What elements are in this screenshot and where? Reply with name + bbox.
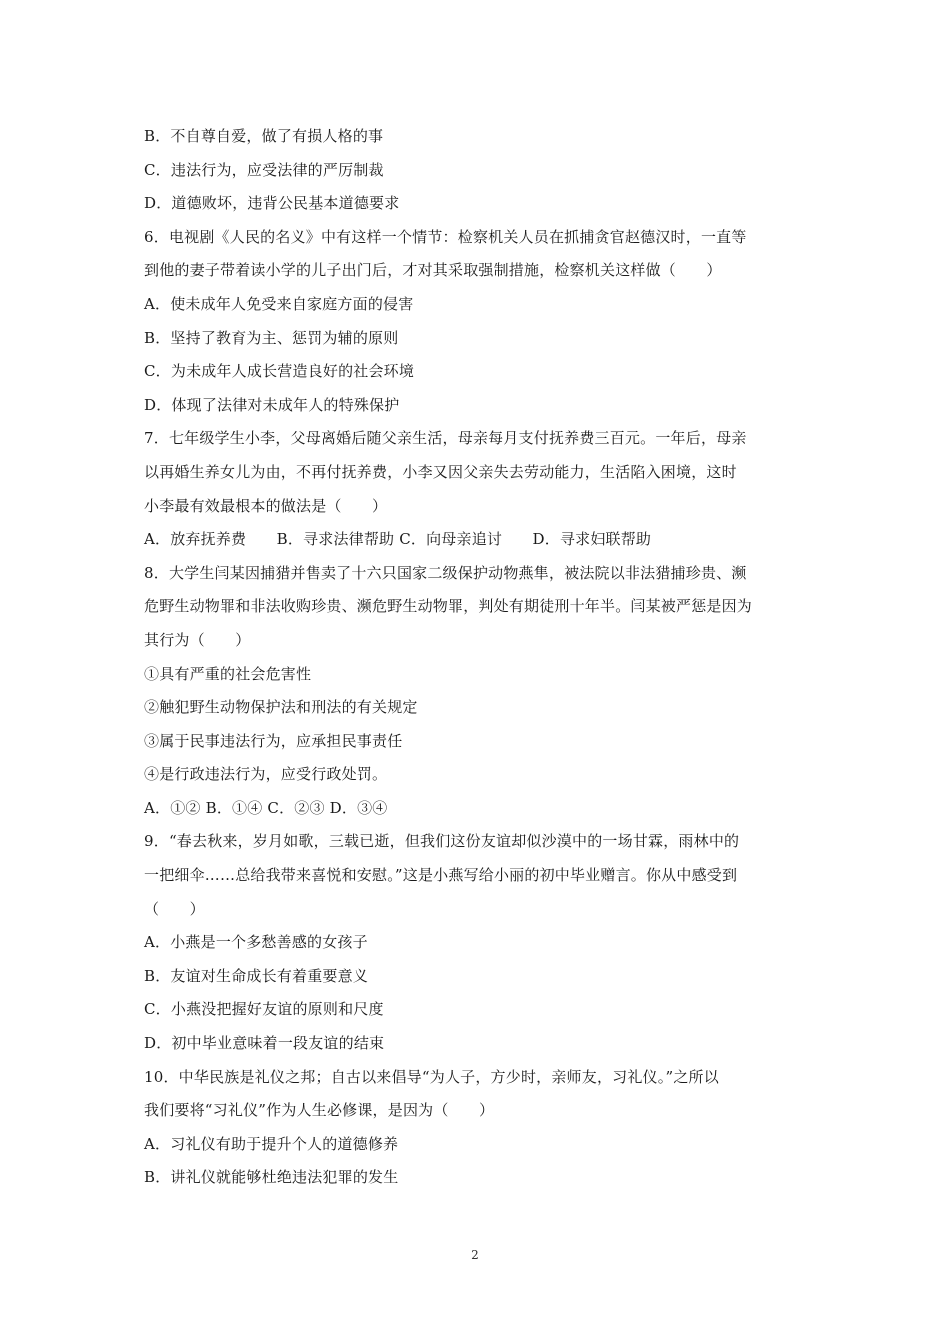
option-line: B．友谊对生命成长有着重要意义 (144, 966, 369, 985)
option-line: A．使未成年人免受来自家庭方面的侵害 (144, 294, 414, 313)
question-9-text: 9．“春去秋来，岁月如歌，三载已逝，但我们这份友谊却似沙漠中的一场甘霖，雨林中的 (144, 832, 740, 851)
option-line: A．习礼仪有助于提升个人的道德修养 (144, 1134, 399, 1153)
question-7-text: 以再婚生养女儿为由，不再付抚养费，小李又因父亲失去劳动能力，生活陷入困境，这时 (144, 462, 737, 481)
question-9-text: 一把细伞……总给我带来喜悦和安慰。”这是小燕写给小丽的初中毕业赠言。你从中感受到 (144, 866, 738, 885)
question-10-text: 10．中华民族是礼仪之邦；自古以来倡导“为人子，方少时，亲师友，习礼仪。”之所以 (144, 1067, 719, 1086)
question-7-text: 小李最有效最根本的做法是（ ） (144, 496, 388, 515)
question-7-text: 7．七年级学生小李，父母离婚后随父亲生活，母亲每月支付抚养费三百元。一年后，母亲 (144, 429, 747, 448)
question-9-text: （ ） (144, 899, 205, 918)
question-8-text: 其行为（ ） (144, 630, 251, 649)
question-8-text: 8．大学生闫某因捕猎并售卖了十六只国家二级保护动物燕隼，被法院以非法猎捕珍贵、濒 (144, 563, 747, 582)
option-line: C．为未成年人成长营造良好的社会环境 (144, 362, 415, 381)
option-line: D．初中毕业意味着一段友谊的结束 (144, 1034, 385, 1053)
statement-line: ①具有严重的社会危害性 (144, 664, 312, 683)
question-10-text: 我们要将“习礼仪”作为人生必修课，是因为（ ） (144, 1101, 495, 1120)
text-line: C．违法行为，应受法律的严厉制裁 (144, 160, 384, 179)
question-6-text: 到他的妻子带着读小学的儿子出门后，才对其采取强制措施，检察机关这样做（ ） (144, 261, 722, 280)
text-line: D．道德败坏，违背公民基本道德要求 (144, 194, 400, 213)
page-content (144, 120, 812, 1195)
option-line: A．小燕是一个多愁善感的女孩子 (144, 933, 368, 952)
option-line: B．讲礼仪就能够杜绝违法犯罪的发生 (144, 1168, 399, 1187)
page-number: 2 (471, 1248, 479, 1262)
option-line: D．体现了法律对未成年人的特殊保护 (144, 395, 400, 414)
question-6-text: 6．电视剧《人民的名义》中有这样一个情节：检察机关人员在抓捕贪官赵德汉时，一直等 (144, 227, 747, 246)
option-line: A．①② B．①④ C．②③ D．③④ (144, 798, 388, 817)
statement-line: ②触犯野生动物保护法和刑法的有关规定 (144, 698, 418, 717)
statement-line: ④是行政违法行为，应受行政处罚。 (144, 765, 388, 784)
option-line: C．小燕没把握好友谊的原则和尺度 (144, 1000, 384, 1019)
statement-line: ③属于民事违法行为，应承担民事责任 (144, 731, 403, 750)
question-8-text: 危野生动物罪和非法收购珍贵、濒危野生动物罪，判处有期徒刑十年半。闫某被严惩是因为 (144, 597, 753, 616)
option-line: A．放弃抚养费 B．寻求法律帮助 C．向母亲追讨 D．寻求妇联帮助 (144, 530, 652, 549)
option-line: B．坚持了教育为主、惩罚为辅的原则 (144, 328, 399, 347)
text-line: B．不自尊自爱，做了有损人格的事 (144, 127, 384, 145)
